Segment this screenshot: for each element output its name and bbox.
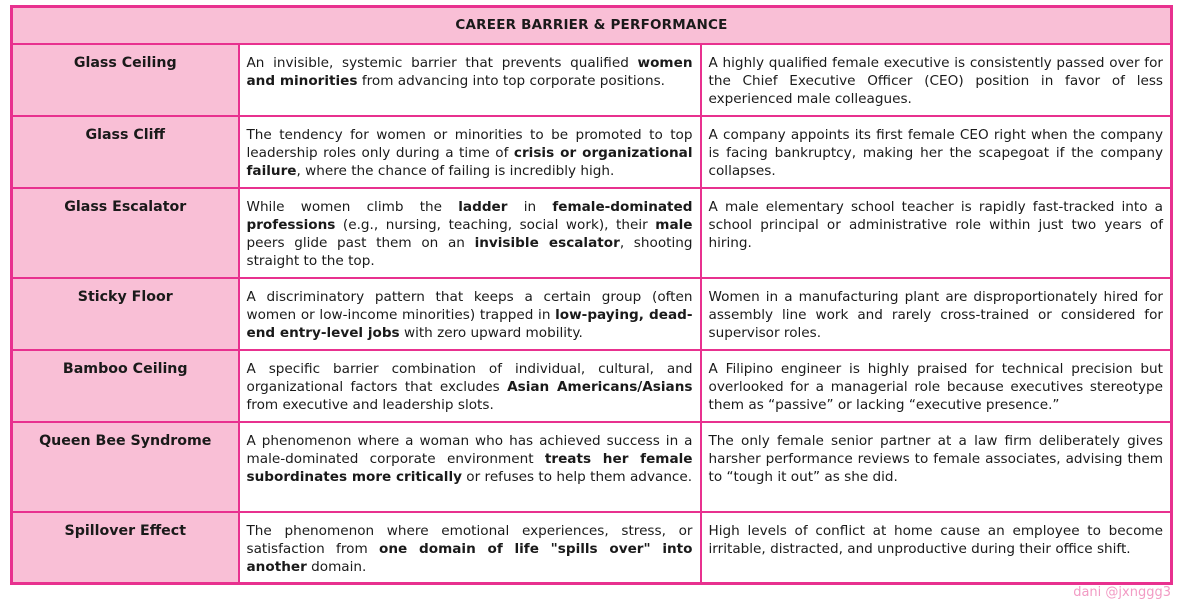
text-segment: , where the chance of failing is incredibly high. — [296, 162, 615, 179]
bold-text-segment: Asian Americans/Asians — [507, 378, 693, 395]
term-cell: Glass Escalator — [12, 188, 239, 278]
text-segment: The only female senior partner at a law firm deliberately gives harsher performance reviews to female associates, advising them to “tough it out” as she did. — [708, 432, 1163, 485]
table-title: CAREER BARRIER & PERFORMANCE — [12, 7, 1172, 44]
table-title-row — [12, 7, 1172, 44]
text-segment: with zero upward mobility. — [399, 324, 583, 341]
bold-text-segment: women and minorities — [246, 54, 693, 89]
term-cell: Sticky Floor — [12, 278, 239, 350]
definition-cell — [239, 278, 701, 350]
bold-text-segment: low-paying, dead-end entry-level jobs — [246, 306, 693, 341]
example-cell — [701, 512, 1172, 584]
example-cell — [701, 278, 1172, 350]
table-row — [12, 512, 1172, 584]
text-segment: in — [507, 198, 553, 215]
text-segment: The tendency for women or minorities to be promoted to top leadership roles only during a time of — [246, 126, 693, 161]
text-segment: A discriminatory pattern that keeps a certain group (often women or low-income minorities) trapped in — [246, 288, 693, 323]
text-segment: A highly qualified female executive is consistently passed over for the Chief Executive Officer (CEO) position in favor of less experienced male colleagues. — [708, 54, 1163, 107]
bold-text-segment: treats her female subordinates more critically — [246, 450, 693, 485]
term-cell: Glass Cliff — [12, 116, 239, 188]
text-segment: (e.g., nursing, teaching, social work), their — [335, 216, 656, 233]
term-cell: Glass Ceiling — [12, 44, 239, 116]
table-row — [12, 44, 1172, 116]
definition-cell — [239, 350, 701, 422]
text-segment: Women in a manufacturing plant are disproportionately hired for assembly line work and rarely cross-trained or considered for supervisor roles. — [708, 288, 1163, 341]
definition-cell — [239, 116, 701, 188]
career-barrier-table-container — [10, 5, 1170, 585]
example-cell — [701, 188, 1172, 278]
text-segment: While women climb the — [246, 198, 459, 215]
text-segment: peers glide past them on an — [246, 234, 475, 251]
term-cell: Spillover Effect — [12, 512, 239, 584]
text-segment: from executive and leadership slots. — [246, 396, 494, 413]
author-credit: dani @jxnggg3 — [1073, 585, 1171, 600]
definition-cell — [239, 44, 701, 116]
text-segment: A male elementary school teacher is rapidly fast-tracked into a school principal or administrative role within just two years of hiring. — [708, 198, 1163, 251]
bold-text-segment: one domain of life "spills over" into another — [246, 540, 693, 575]
bold-text-segment: ladder — [458, 198, 508, 215]
table-row — [12, 422, 1172, 512]
definition-cell — [239, 422, 701, 512]
text-segment: A phenomenon where a woman who has achieved success in a male-dominated corporate environment — [246, 432, 693, 467]
term-cell: Queen Bee Syndrome — [12, 422, 239, 512]
table-row — [12, 188, 1172, 278]
example-cell — [701, 350, 1172, 422]
text-segment: , shooting straight to the top. — [246, 234, 693, 269]
table-row — [12, 278, 1172, 350]
definition-cell — [239, 512, 701, 584]
text-segment: High levels of conflict at home cause an employee to become irritable, distracted, and unproductive during their office shift. — [708, 522, 1163, 557]
table-row — [12, 116, 1172, 188]
bold-text-segment: male — [655, 216, 693, 233]
definition-cell — [239, 188, 701, 278]
text-segment: or refuses to help them advance. — [461, 468, 693, 485]
text-segment: domain. — [306, 558, 367, 575]
bold-text-segment: crisis or organizational failure — [246, 144, 693, 179]
term-cell: Bamboo Ceiling — [12, 350, 239, 422]
table-row — [12, 350, 1172, 422]
text-segment: A company appoints its first female CEO right when the company is facing bankruptcy, making her the scapegoat if the company collapses. — [708, 126, 1163, 179]
text-segment: An invisible, systemic barrier that prevents qualified — [246, 54, 638, 71]
bold-text-segment: female-dominated professions — [246, 198, 693, 233]
text-segment: A specific barrier combination of individual, cultural, and organizational factors that excludes — [246, 360, 693, 395]
text-segment: The phenomenon where emotional experiences, stress, or satisfaction from — [246, 522, 693, 557]
text-segment: A Filipino engineer is highly praised for technical precision but overlooked for a managerial role because executives stereotype them as “passive” or lacking “executive presence.” — [708, 360, 1163, 413]
example-cell — [701, 44, 1172, 116]
text-segment: from advancing into top corporate positions. — [357, 72, 666, 89]
example-cell — [701, 422, 1172, 512]
bold-text-segment: invisible escalator — [474, 234, 620, 251]
career-barrier-table — [10, 5, 1173, 585]
example-cell — [701, 116, 1172, 188]
